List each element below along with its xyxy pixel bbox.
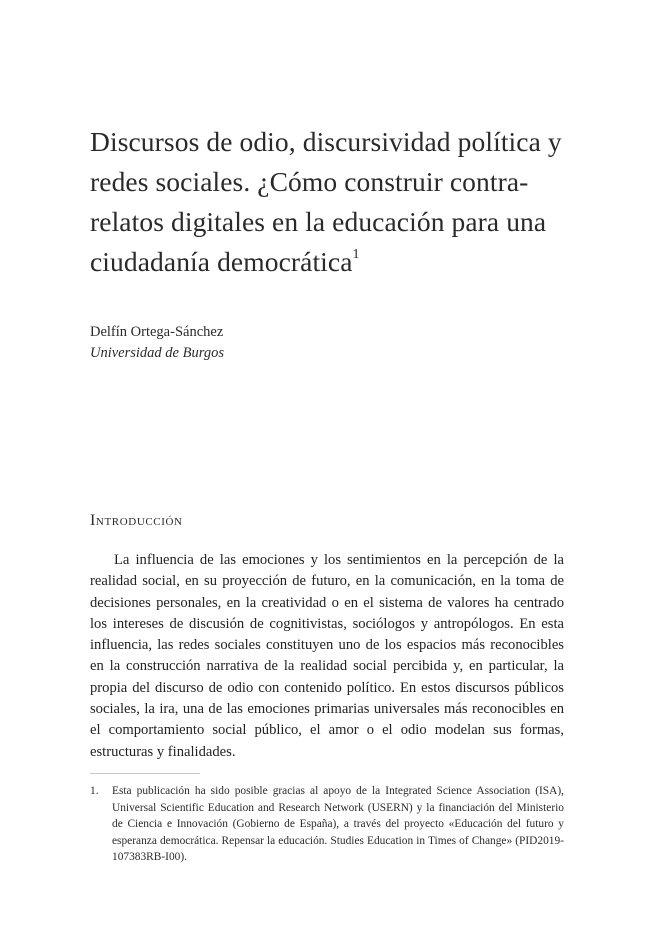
footnote-text: Esta publicación ha sido posible gracias al apoyo de la Integrated Science Association (ISA), Universal Scientific Education and Research Network (USERN) y la financiación del Ministerio de Ciencia e Innovación (Gobierno de España), a través del proyecto «Educación del futuro y esperanza democrática. Repensar la educación. Studies Education in Times of Change» (PID2019-107383RB-I00). (112, 785, 564, 863)
footnote-divider (90, 773, 200, 774)
author-name: Delfín Ortega-Sánchez (90, 324, 224, 340)
footnote-number: 1. (90, 785, 99, 797)
chapter-title-text: Discursos de odio, discursividad política y redes sociales. ¿Cómo construir contra-relatos digitales en la educación para una ciudadanía democrática (90, 126, 562, 277)
chapter-title (90, 122, 570, 282)
footnote (90, 783, 564, 866)
body-paragraph: La influencia de las emociones y los sentimientos en la percepción de la realidad social, en su proyección de futuro, en la comunicación, en la toma de decisiones personales, en la creatividad o en el sistema de valores ha centrado los intereses de discusión de cognitivistas, sociólogos y antropólogos. En esta influencia, las redes sociales constituyen uno de los espacios más reconocibles en la construcción narrativa de la realidad social percibida y, en particular, la propia del discurso de odio con contenido político. En estos discursos públicos sociales, la ira, una de las emociones primarias universales más reconocibles en el comportamiento social público, el amor o el odio modelan sus formas, estructuras y finalidades. (90, 552, 564, 760)
author-affiliation: Universidad de Burgos (90, 345, 224, 361)
title-footnote-marker[interactable]: 1 (352, 247, 360, 262)
section-heading: Introducción (90, 512, 183, 529)
